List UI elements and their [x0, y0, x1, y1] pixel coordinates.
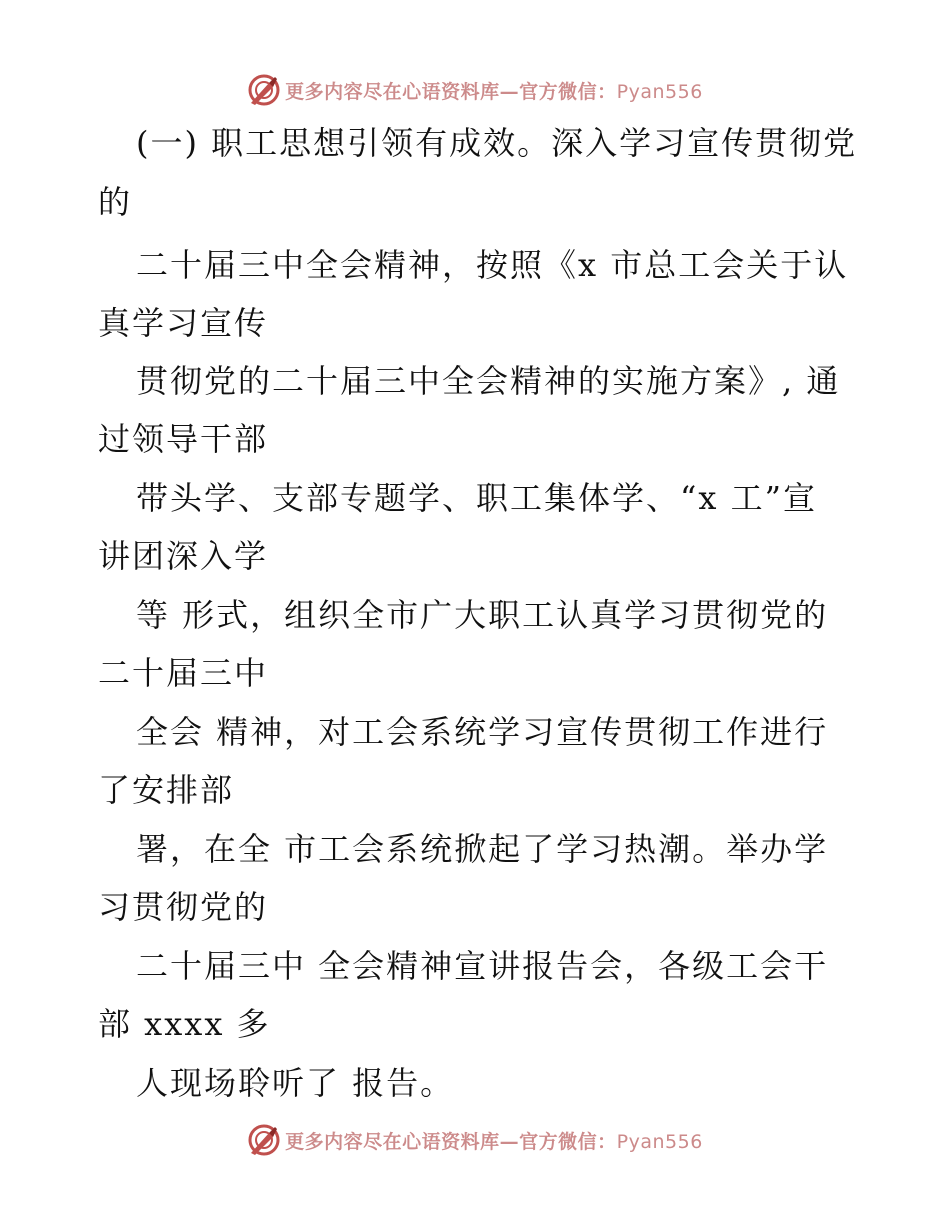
body-line: 二十届三中 全会精神宣讲报告会，各级工会干: [136, 947, 829, 985]
pen-seal-logo-icon: [247, 1123, 281, 1157]
body-line: 人现场聆听了 报告。: [136, 1064, 455, 1102]
body-line: 二十届三中全会精神，按照《x 市总工会关于认: [136, 246, 849, 284]
body-line: 部 xxxx 多: [98, 1005, 271, 1043]
watermark-text: 更多内容尽在心语资料库—官方微信：Pyan556: [285, 80, 703, 103]
pen-seal-logo-icon: [247, 73, 281, 107]
body-line: 带头学、支部专题学、职工集体学、“x 工”宣: [136, 479, 817, 517]
body-line: 习贯彻党的: [98, 888, 269, 926]
body-line: 二十届三中: [98, 654, 269, 692]
body-line: 的: [98, 183, 133, 221]
body-line: 等 形式，组织全市广大职工认真学习贯彻党的: [136, 596, 829, 634]
body-line: (一) 职工思想引领有成效。深入学习宣传贯彻党: [136, 124, 858, 162]
body-line: 真学习宣传: [98, 304, 269, 342]
body-line: 全会 精神，对工会系统学习宣传贯彻工作进行: [136, 713, 829, 751]
body-line: 署，在全 市工会系统掀起了学习热潮。举办学: [136, 830, 829, 868]
footer-watermark: [0, 1120, 950, 1160]
body-line: 了安排部: [98, 771, 235, 809]
watermark-text: 更多内容尽在心语资料库—官方微信：Pyan556: [285, 1130, 703, 1153]
body-line: 过领导干部: [98, 420, 269, 458]
body-line: 贯彻党的二十届三中全会精神的实施方案》, 通: [136, 362, 841, 400]
body-line: 讲团深入学: [98, 537, 269, 575]
header-watermark: [0, 70, 950, 110]
